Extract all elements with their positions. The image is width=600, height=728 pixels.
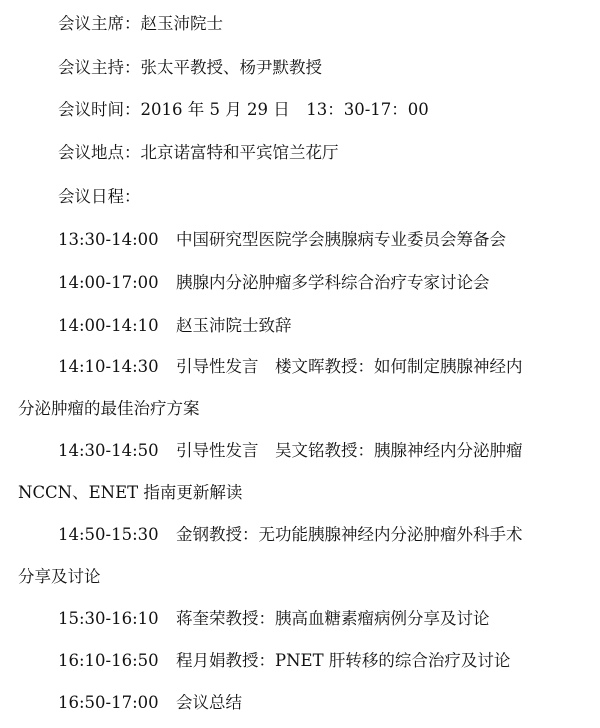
agenda-item-continuation: 分泌肿瘤的最佳治疗方案 [18, 399, 200, 418]
agenda-item-time: 15:30-16:10 [58, 609, 159, 628]
agenda-item-time: 16:10-16:50 [58, 651, 159, 670]
agenda-item-time: 16:50-17:00 [58, 693, 159, 712]
agenda-item-text: 会议总结 [176, 693, 242, 712]
agenda-item [0, 646, 600, 676]
agenda-item [0, 225, 600, 255]
agenda-item [0, 311, 600, 341]
agenda-item-time: 14:30-14:50 [58, 441, 159, 460]
agenda-item-text: 蒋奎荣教授：胰高血糖素瘤病例分享及讨论 [176, 609, 490, 628]
agenda-item-text: 程月娟教授：PNET 肝转移的综合治疗及讨论 [176, 651, 511, 670]
meeting-chair: 会议主席：赵玉沛院士 [58, 14, 223, 33]
agenda-item [0, 352, 600, 382]
agenda-item [0, 268, 600, 298]
meeting-place: 会议地点：北京诺富特和平宾馆兰花厅 [58, 143, 339, 162]
meeting-time: 会议时间：2016 年 5 月 29 日 13：30-17：00 [58, 100, 429, 119]
agenda-item-text: 赵玉沛院士致辞 [176, 316, 292, 335]
meeting-hosts: 会议主持：张太平教授、杨尹默教授 [58, 58, 322, 77]
agenda-item-text: 引导性发言 吴文铭教授：胰腺神经内分泌肿瘤 [176, 441, 523, 460]
agenda-item-time: 14:00-14:10 [58, 316, 159, 335]
agenda-item-continuation: 分享及讨论 [18, 567, 101, 586]
agenda-item [0, 436, 600, 466]
agenda-item [0, 604, 600, 634]
agenda-item-time: 13:30-14:00 [58, 230, 159, 249]
agenda-item-time: 14:50-15:30 [58, 525, 159, 544]
agenda-item-time: 14:10-14:30 [58, 357, 159, 376]
agenda-item [0, 688, 600, 718]
agenda-item-text: 胰腺内分泌肿瘤多学科综合治疗专家讨论会 [176, 273, 490, 292]
agenda-item-text: 金钢教授：无功能胰腺神经内分泌肿瘤外科手术 [176, 525, 523, 544]
agenda-item-text: 中国研究型医院学会胰腺病专业委员会筹备会 [176, 230, 506, 249]
agenda-title: 会议日程： [58, 187, 141, 206]
agenda-item-time: 14:00-17:00 [58, 273, 159, 292]
agenda-item [0, 520, 600, 550]
agenda-item-continuation: NCCN、ENET 指南更新解读 [18, 483, 243, 502]
agenda-item-text: 引导性发言 楼文晖教授：如何制定胰腺神经内 [176, 357, 523, 376]
